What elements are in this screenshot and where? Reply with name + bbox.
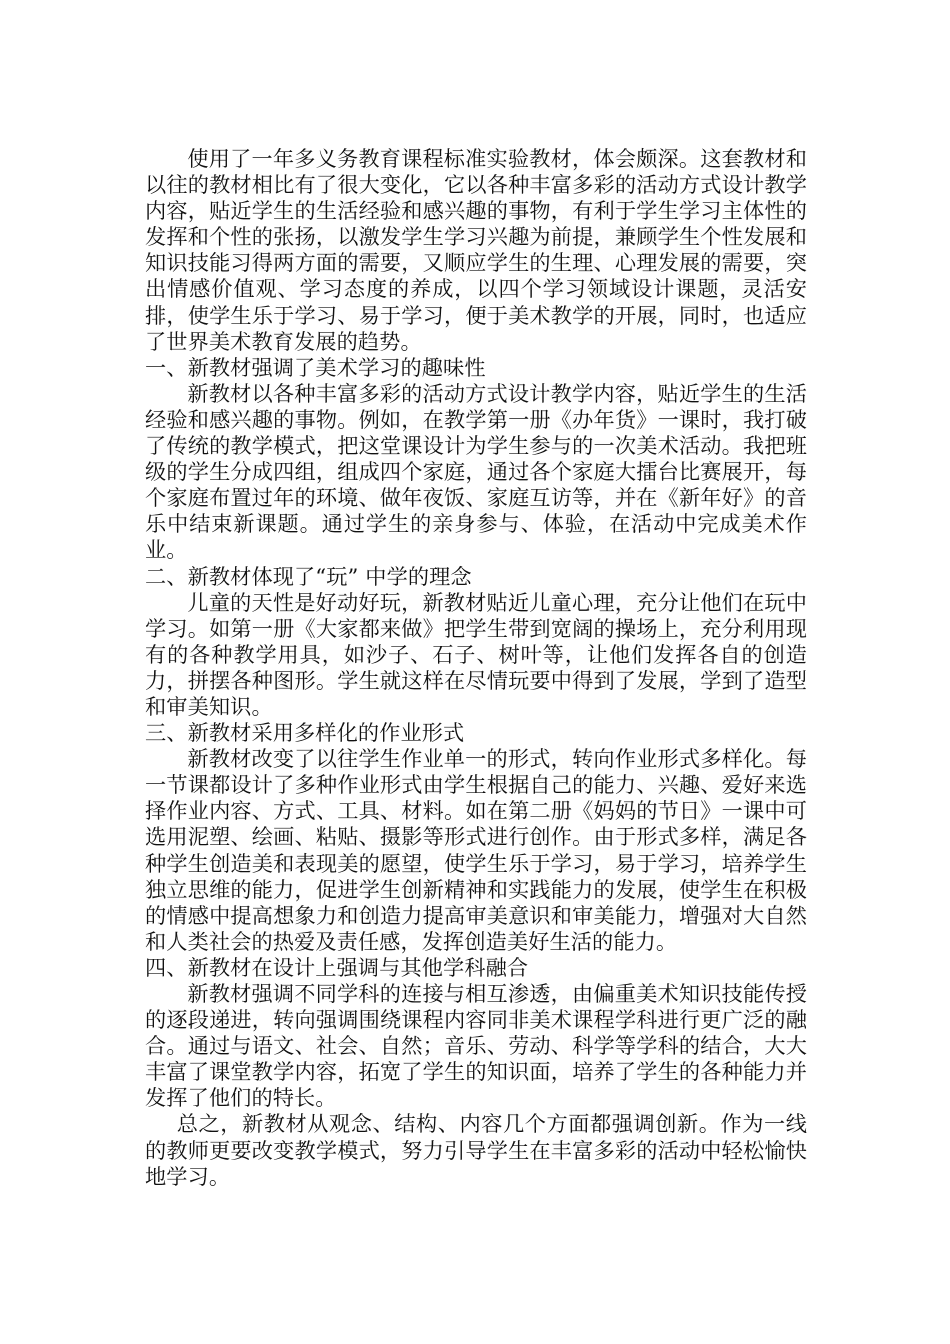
section-heading-4: 四、新教材在设计上强调与其他学科融合 (145, 954, 529, 980)
conclusion-paragraph: 总之，新教材从观念、结构、内容几个方面都强调创新。作为一线的教师更要改变教学模式，努力引导学生在丰富多彩的活动中轻松愉快地学习。 (145, 1111, 807, 1189)
section-paragraph-3: 新教材改变了以往学生作业单一的形式，转向作业形式多样化。每一节课都设计了多种作业形式由学生根据自己的能力、兴趣、爱好来选择作业内容、方式、工具、材料。如在第二册《妈妈的节日》一课中可选用泥塑、绘画、粘贴、摄影等形式进行创作。由于形式多样，满足各种学生创造美和表现美的愿望，使学生乐于学习，易于学习，培养学生独立思维的能力，促进学生创新精神和实践能力的发展，使学生在积极的情感中提高想象力和创造力提高审美意识和审美能力，增强对大自然和人类社会的热爱及责任感，发挥创造美好生活的能力。 (145, 746, 807, 954)
intro-paragraph: 使用了一年多义务教育课程标准实验教材，体会颇深。这套教材和以往的教材相比有了很大变化，它以各种丰富多彩的活动方式设计教学内容，贴近学生的生活经验和感兴趣的事物，有利于学生学习主体性的发挥和个性的张扬，以激发学生学习兴趣为前提，兼顾学生个性发展和知识技能习得两方面的需要，又顺应学生的生理、心理发展的需要，突出情感价值观、学习态度的养成，以四个学习领域设计课题，灵活安排，使学生乐于学习、易于学习，便于美术教学的开展，同时，也适应了世界美术教育发展的趋势。 (145, 146, 807, 354)
section-paragraph-1: 新教材以各种丰富多彩的活动方式设计教学内容，贴近学生的生活经验和感兴趣的事物。例如，在教学第一册《办年货》一课时，我打破了传统的教学模式，把这堂课设计为学生参与的一次美术活动。我把班级的学生分成四组，组成四个家庭，通过各个家庭大擂台比赛展开，每个家庭布置过年的环境、做年夜饭、家庭互访等，并在《新年好》的音乐中结束新课题。通过学生的亲身参与、体验，在活动中完成美术作业。 (145, 380, 807, 563)
section-heading-1: 一、新教材强调了美术学习的趣味性 (145, 354, 486, 380)
section-paragraph-2: 儿童的天性是好动好玩，新教材贴近儿童心理，充分让他们在玩中学习。如第一册《大家都来做》把学生带到宽阔的操场上，充分利用现有的各种教学用具，如沙子、石子、树叶等，让他们发挥各自的创造力，拼摆各种图形。学生就这样在尽情玩要中得到了发展，学到了造型和审美知识。 (145, 589, 807, 719)
document-body (145, 146, 807, 1190)
section-heading-3: 三、新教材采用多样化的作业形式 (145, 720, 465, 746)
section-paragraph-4: 新教材强调不同学科的连接与相互渗透，由偏重美术知识技能传授的逐段递进，转向强调围绕课程内容同非美术课程学科进行更广泛的融合。通过与语文、社会、自然；音乐、劳动、科学等学科的结合，大大丰富了课堂教学内容，拓宽了学生的知识面，培养了学生的各种能力并发挥了他们的特长。 (145, 981, 807, 1111)
section-heading-2: 二、新教材体现了“玩” 中学的理念 (145, 563, 472, 589)
